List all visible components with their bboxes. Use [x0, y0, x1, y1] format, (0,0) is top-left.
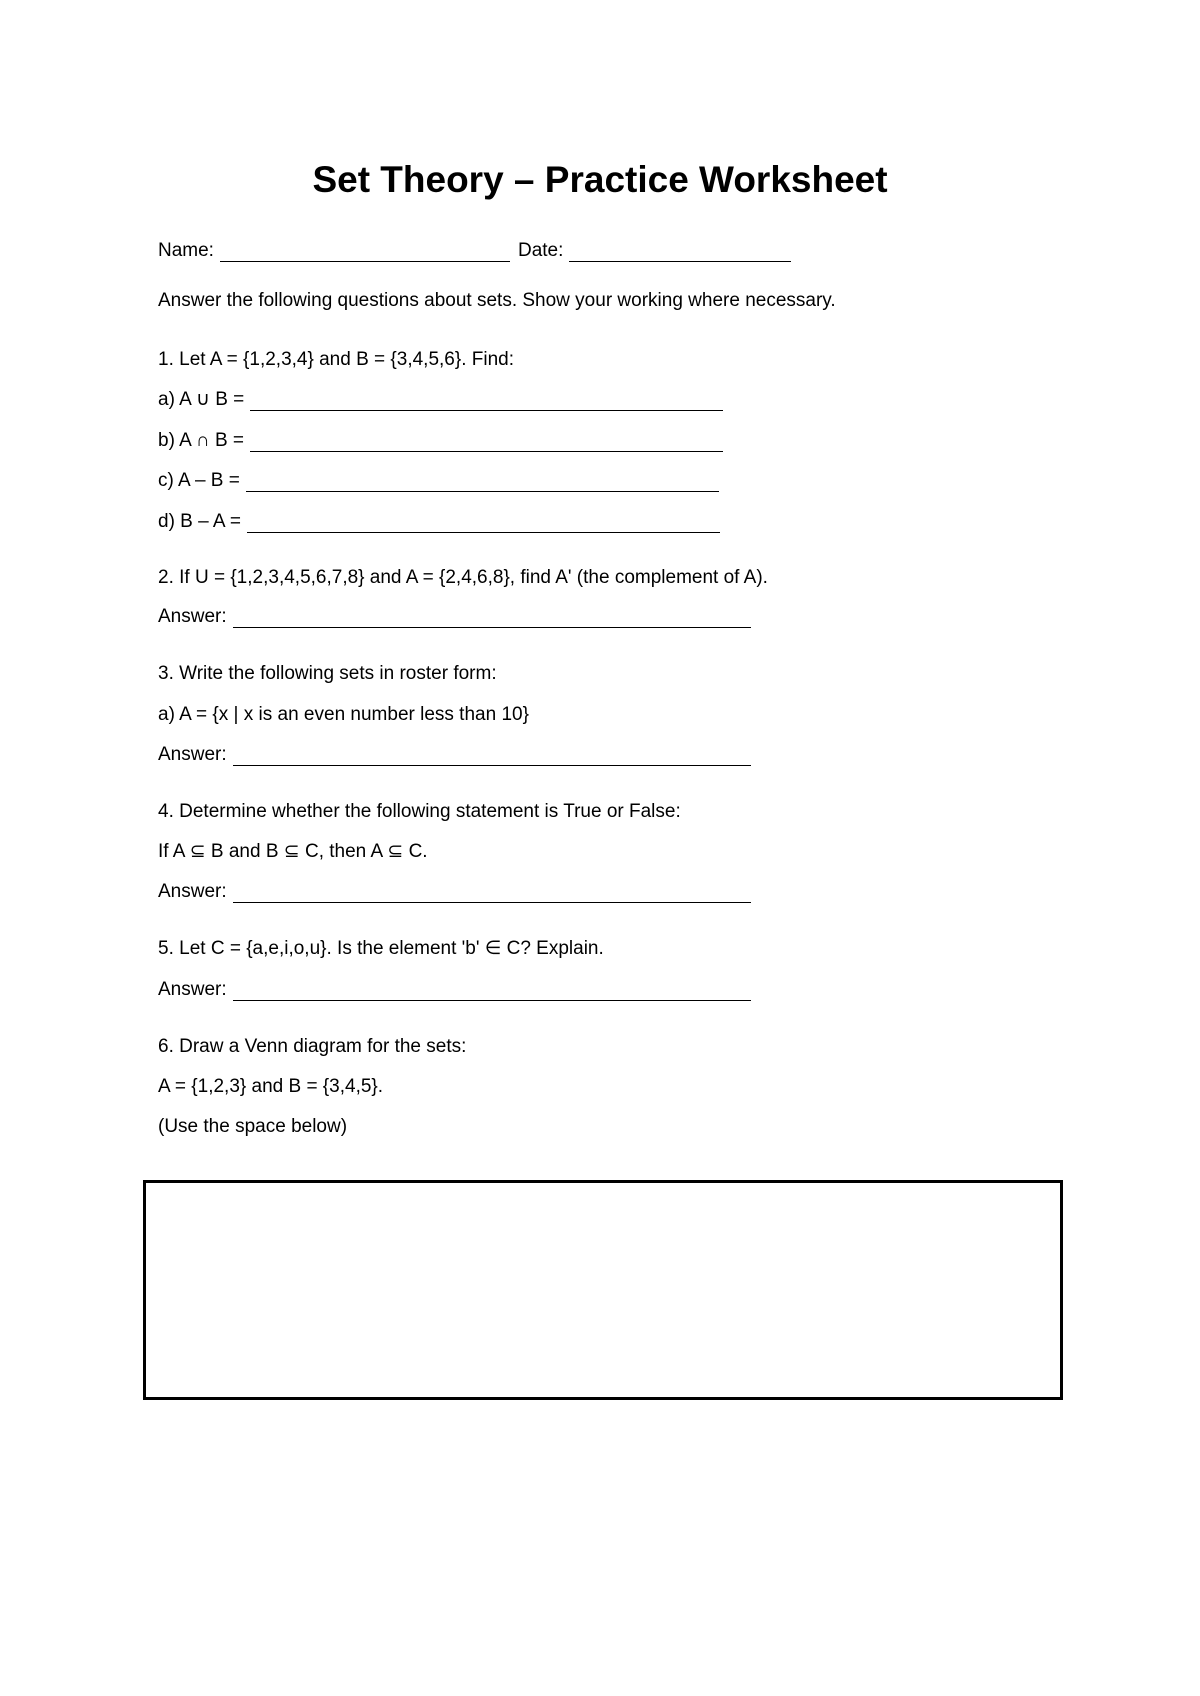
- venn-drawing-area[interactable]: [143, 1180, 1063, 1400]
- q1c-answer-field[interactable]: [246, 471, 719, 492]
- q5-answer-field[interactable]: [233, 980, 751, 1001]
- q1b-row: [158, 429, 723, 453]
- date-label: Date:: [517, 240, 564, 261]
- q2-answer-row: [158, 605, 751, 629]
- page-title: Set Theory – Practice Worksheet: [312, 159, 888, 200]
- q1b-label: b) A ∩ B =: [158, 430, 245, 451]
- q1d-row: [158, 510, 720, 534]
- q1c-label: c) A – B =: [158, 470, 240, 491]
- name-label: Name:: [158, 240, 214, 261]
- q6-sets: A = {1,2,3} and B = {3,4,5}.: [158, 1076, 384, 1097]
- q6-note: (Use the space below): [158, 1116, 348, 1137]
- q4-answer-field[interactable]: [233, 882, 751, 903]
- q1d-answer-field[interactable]: [247, 512, 720, 533]
- q1a-answer-field[interactable]: [250, 390, 723, 411]
- q1c-row: [158, 469, 719, 493]
- q4-prompt: 4. Determine whether the following statement is True or False:: [158, 801, 681, 822]
- q3a-text: a) A = {x | x is an even number less than 10}: [158, 704, 529, 725]
- q5-answer-label: Answer:: [158, 979, 227, 1000]
- q6-prompt: 6. Draw a Venn diagram for the sets:: [158, 1036, 467, 1057]
- q2-answer-label: Answer:: [158, 606, 227, 627]
- date-field[interactable]: [569, 241, 791, 262]
- q1a-row: [158, 388, 723, 412]
- q2-prompt: 2. If U = {1,2,3,4,5,6,7,8} and A = {2,4,6,8}, find A' (the complement of A).: [158, 567, 768, 588]
- q3-answer-label: Answer:: [158, 744, 227, 765]
- q1d-label: d) B – A =: [158, 511, 241, 532]
- instructions: Answer the following questions about sets. Show your working where necessary.: [158, 290, 836, 311]
- q3-answer-field[interactable]: [233, 745, 751, 766]
- q3-answer-row: [158, 743, 751, 767]
- q4-answer-label: Answer:: [158, 881, 227, 902]
- q1-prompt: 1. Let A = {1,2,3,4} and B = {3,4,5,6}. Find:: [158, 349, 515, 370]
- q3-prompt: 3. Write the following sets in roster form:: [158, 663, 497, 684]
- q5-answer-row: [158, 978, 751, 1002]
- q5-prompt: 5. Let C = {a,e,i,o,u}. Is the element 'b' ∈ C? Explain.: [158, 938, 604, 959]
- q2-answer-field[interactable]: [233, 607, 751, 628]
- name-date-row: [158, 239, 791, 263]
- q4-answer-row: [158, 880, 751, 904]
- q4-statement: If A ⊆ B and B ⊆ C, then A ⊆ C.: [158, 841, 428, 862]
- name-field[interactable]: [220, 241, 510, 262]
- q1a-label: a) A ∪ B =: [158, 389, 245, 410]
- q1b-answer-field[interactable]: [250, 431, 723, 452]
